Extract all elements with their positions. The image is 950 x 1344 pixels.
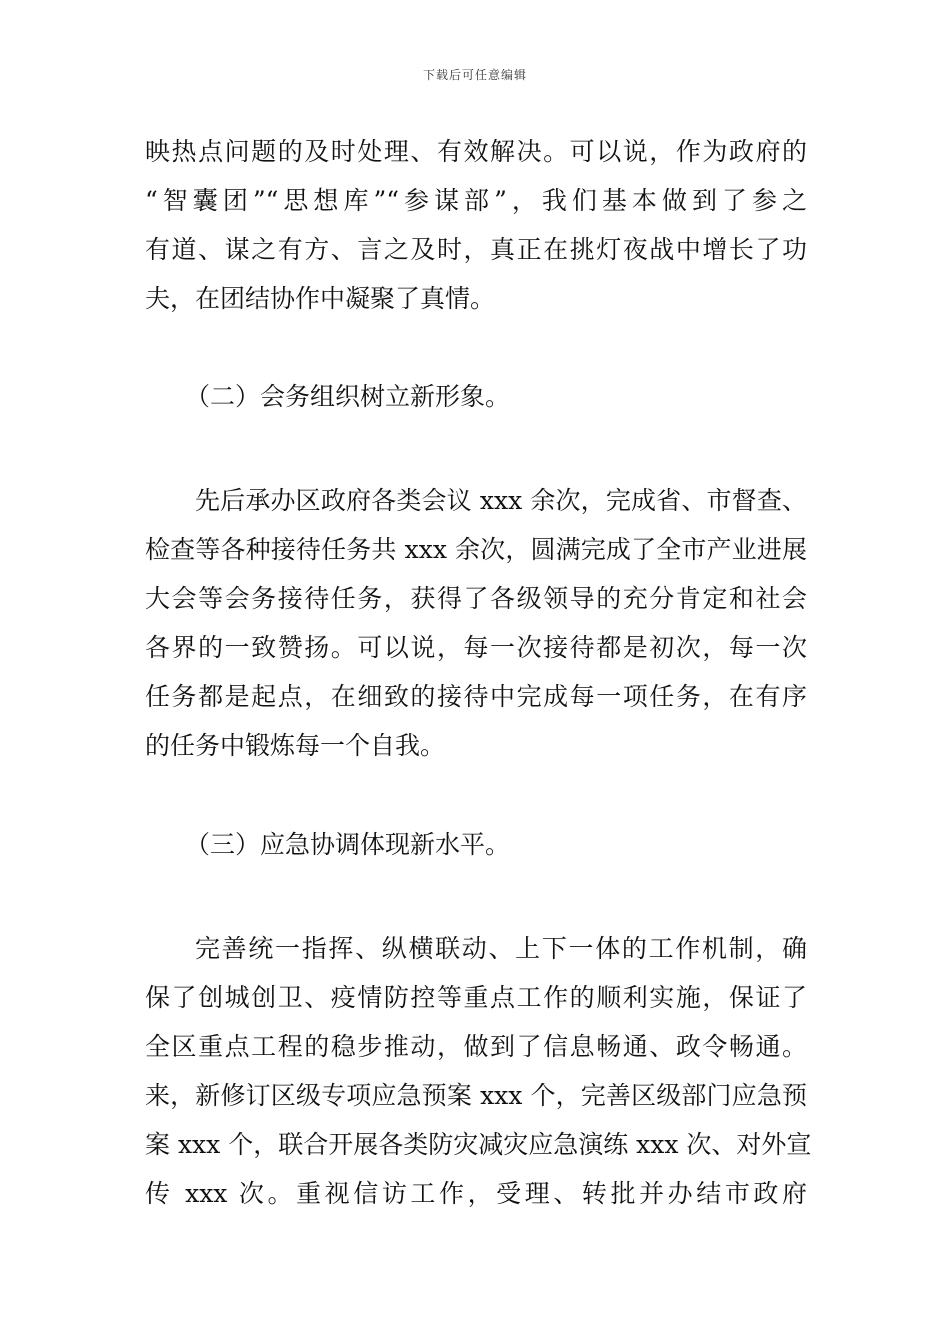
paragraph-line: 传 xxx 次。重视信访工作，受理、转批并办结市政府: [145, 1179, 807, 1208]
paragraph-line: 各界的一致赞扬。可以说，每一次接待都是初次，每一次: [145, 633, 807, 662]
page-header: 下载后可任意编辑: [422, 68, 527, 82]
paragraph-line: “智囊团”“思想库”“参谋部”，我们基本做到了参之: [145, 186, 807, 215]
section-heading: （三）应急协调体现新水平。: [185, 830, 511, 859]
paragraph-line: 案 xxx 个，联合开展各类防灾减灾应急演练 xxx 次、对外宣: [145, 1130, 812, 1159]
section-heading: （二）会务组织树立新形象。: [185, 382, 511, 411]
paragraph-line: 保了创城创卫、疫情防控等重点工作的顺利实施，保证了: [145, 983, 807, 1012]
paragraph-line: 任务都是起点，在细致的接待中完成每一项任务，在有序: [145, 682, 807, 711]
paragraph-line: 完善统一指挥、纵横联动、上下一体的工作机制，确: [195, 934, 807, 963]
paragraph-line: 映热点问题的及时处理、有效解决。可以说，作为政府的: [145, 137, 807, 166]
paragraph-line: 来，新修订区级专项应急预案 xxx 个，完善区级部门应急预: [145, 1081, 807, 1110]
paragraph-line: 夫，在团结协作中凝聚了真情。: [145, 284, 496, 313]
paragraph-line: 全区重点工程的稳步推动，做到了信息畅通、政令畅通。: [145, 1032, 807, 1061]
paragraph-line: 先后承办区政府各类会议 xxx 余次，完成省、市督查、: [195, 486, 807, 515]
paragraph-line: 大会等会务接待任务，获得了各级领导的充分肯定和社会: [145, 584, 807, 613]
paragraph-line: 有道、谋之有方、言之及时，真正在挑灯夜战中增长了功: [145, 235, 807, 264]
paragraph-line: 的任务中锻炼每一个自我。: [145, 731, 446, 760]
paragraph-line: 检查等各种接待任务共 xxx 余次，圆满完成了全市产业进展: [145, 535, 807, 564]
